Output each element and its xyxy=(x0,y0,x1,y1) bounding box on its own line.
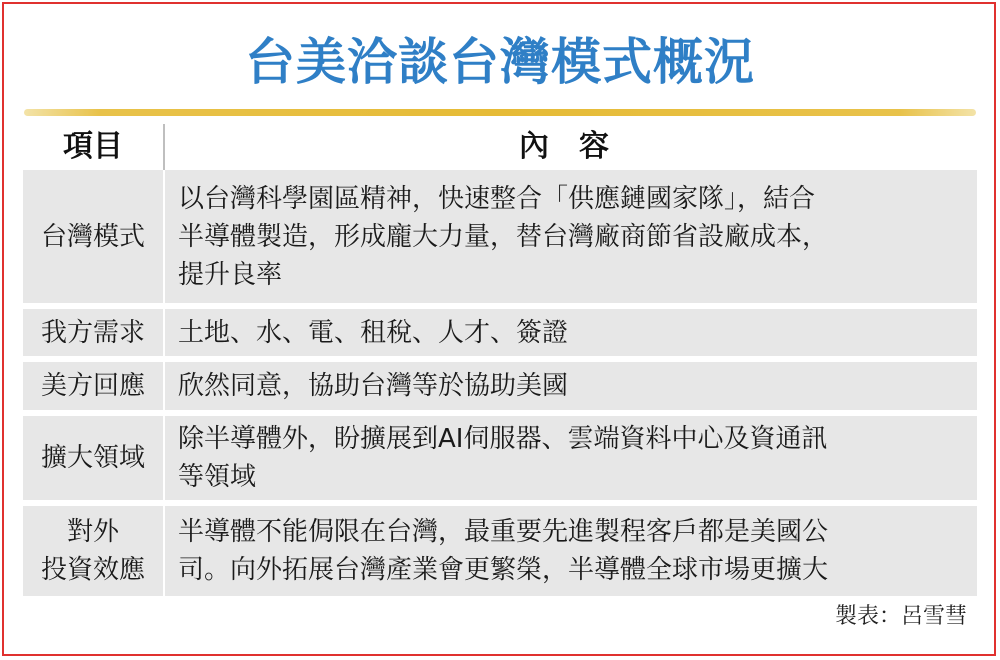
row-content: 除半導體外，盼擴展到AI伺服器、雲端資料中心及資通訊 等領域 xyxy=(178,424,828,492)
row-label: 擴大領域 xyxy=(23,416,165,500)
page-title: 台美洽談台灣模式概況 xyxy=(245,33,755,91)
row-label: 美方回應 xyxy=(23,362,165,410)
header-item-cell: 項目 xyxy=(23,124,165,170)
row-content: 土地、水、電、租稅、人才、簽證 xyxy=(178,317,569,348)
table-row-expand-fields xyxy=(23,416,977,500)
summary-table xyxy=(23,124,977,596)
table-row-taiwan-model xyxy=(23,170,977,303)
header-content-cell: 內 容 xyxy=(519,129,609,164)
table-row-our-needs xyxy=(23,309,977,356)
table-header-row xyxy=(23,124,977,170)
table-credit: 製表：呂雪彗 xyxy=(834,604,967,629)
table-row-outward-investment xyxy=(23,506,977,596)
row-label: 對外 投資效應 xyxy=(23,506,165,596)
title-divider xyxy=(24,109,976,116)
row-content: 半導體不能侷限在台灣，最重要先進製程客戶都是美國公 司。向外拓展台灣產業會更繁榮，半導體全球市場更擴大 xyxy=(178,517,829,585)
table-row-us-response xyxy=(23,362,977,410)
row-content: 以台灣科學園區精神，快速整合「供應鏈國家隊」，結合 半導體製造，形成龐大力量，替台灣廠商節省設廠成本， 提升良率 xyxy=(178,183,829,290)
row-label: 台灣模式 xyxy=(23,170,165,303)
row-content: 欣然同意，協助台灣等於協助美國 xyxy=(178,371,569,401)
row-label: 我方需求 xyxy=(23,309,165,356)
